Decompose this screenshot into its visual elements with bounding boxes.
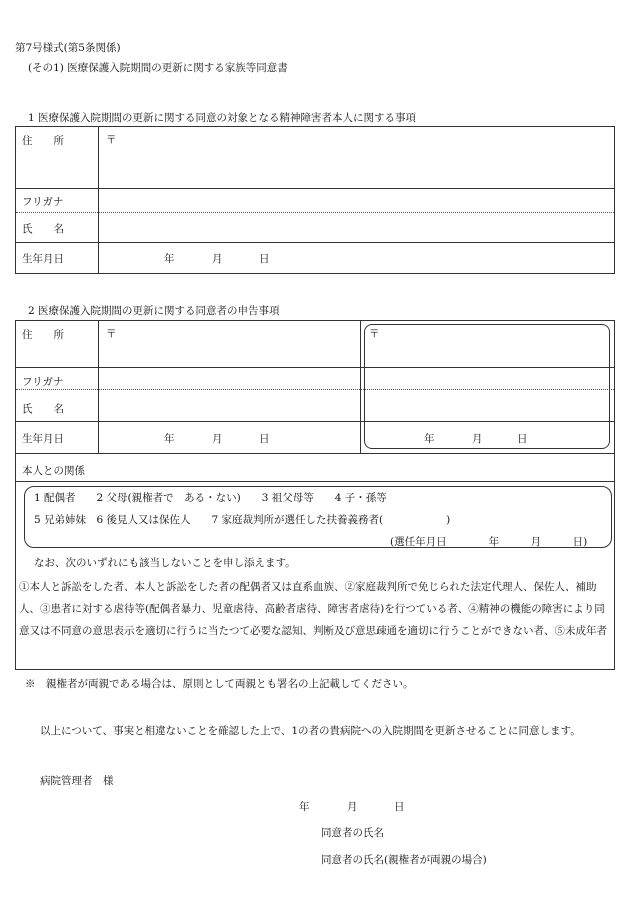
s2-dob-day-1: 日 [259,433,270,445]
s1-address-field[interactable] [104,131,609,183]
s2-furigana-label: フリガナ [22,376,64,388]
section2-title: 2 医療保護入院期間の更新に関する同意者の申告事項 [28,305,280,317]
s1-furigana-field[interactable] [104,191,609,209]
s1-postal-mark: 〒 [106,134,117,146]
s2-dob-year-1: 年 [164,433,175,445]
addressee: 病院管理者 様 [40,775,114,787]
consenter-name-label: 同意者の氏名 [321,827,384,839]
s2-relation-line3: (選任年月日 年 月 日) [390,536,588,548]
s2-furigana-field-2[interactable] [368,370,606,386]
s1-dob-year: 年 [164,253,175,265]
s2-name-field-1[interactable] [104,393,354,417]
s1-dob-label: 生年月日 [22,253,64,265]
s2-furigana-field-1[interactable] [104,370,354,386]
parents-note: ※ 親権者が両親である場合は、原則として両親とも署名の上記載してください。 [25,678,414,690]
s2-name-label: 氏 名 [22,403,64,415]
s2-relation-line1[interactable]: 1 配偶者 2 父母(親権者で ある・ない) 3 祖父母等 4 子・孫等 [34,492,387,504]
s2-dob-month-2: 月 [472,433,483,445]
s1-name-label: 氏 名 [22,223,64,235]
form-number: 第7号様式(第5条関係) [15,42,121,54]
s2-declaration: なお、次のいずれにも該当しないことを申し添えます。 [34,557,296,569]
signature-date-year: 年 [299,801,310,813]
s1-address-label: 住 所 [22,135,64,147]
signature-date-day: 日 [394,801,405,813]
s1-dob-day: 日 [259,253,270,265]
s2-postal-mark-1: 〒 [106,328,117,340]
s2-dob-day-2: 日 [517,433,528,445]
form-title: (その1) 医療保護入院期間の更新に関する家族等同意書 [28,62,288,74]
section2-table [15,320,615,670]
signature-date-month: 月 [347,801,358,813]
section1-table [15,126,615,274]
s2-address-field-1[interactable] [104,325,354,363]
s2-relation-label: 本人との関係 [22,465,85,477]
s1-dob-month: 月 [212,253,223,265]
s2-exclusions: ①本人と訴訟をした者、本人と訴訟をした者の配偶者又は直系血族、②家庭裁判所で免じられた法定代理人、保佐人、補助人、③患者に対する虐待等(配偶者暴力、児童虐待、高齢者虐待、障害者虐待)を行つている者、④精神の機能の障害により同意又は不同意の意思表示を適切に行うに当たつて必要な認知、判断及び意思疎通を適切に行うことができない者、⑤未成年者 [19,581,607,637]
s1-name-field[interactable] [104,216,609,238]
s2-relation-line2[interactable]: 5 兄弟姉妹 6 後見人又は保佐人 7 家庭裁判所が選任した扶養義務者( ) [34,514,451,526]
s2-address-field-2[interactable] [368,325,606,363]
section1-title: 1 医療保護入院期間の更新に関する同意の対象となる精神障害者本人に関する事項 [28,112,417,124]
consenter-name-parents-label: 同意者の氏名(親権者が両親の場合) [321,854,487,866]
s1-furigana-label: フリガナ [22,196,64,208]
confirmation-text: 以上について、事実と相違ないことを確認した上で、1の者の貴病院への入院期間を更新させることに同意します。 [40,725,581,737]
s2-dob-month-1: 月 [212,433,223,445]
s2-name-field-2[interactable] [368,393,606,417]
s2-dob-label: 生年月日 [22,433,64,445]
s2-dob-year-2: 年 [424,433,435,445]
s2-postal-mark-2: 〒 [369,328,380,340]
s2-address-label: 住 所 [22,329,64,341]
